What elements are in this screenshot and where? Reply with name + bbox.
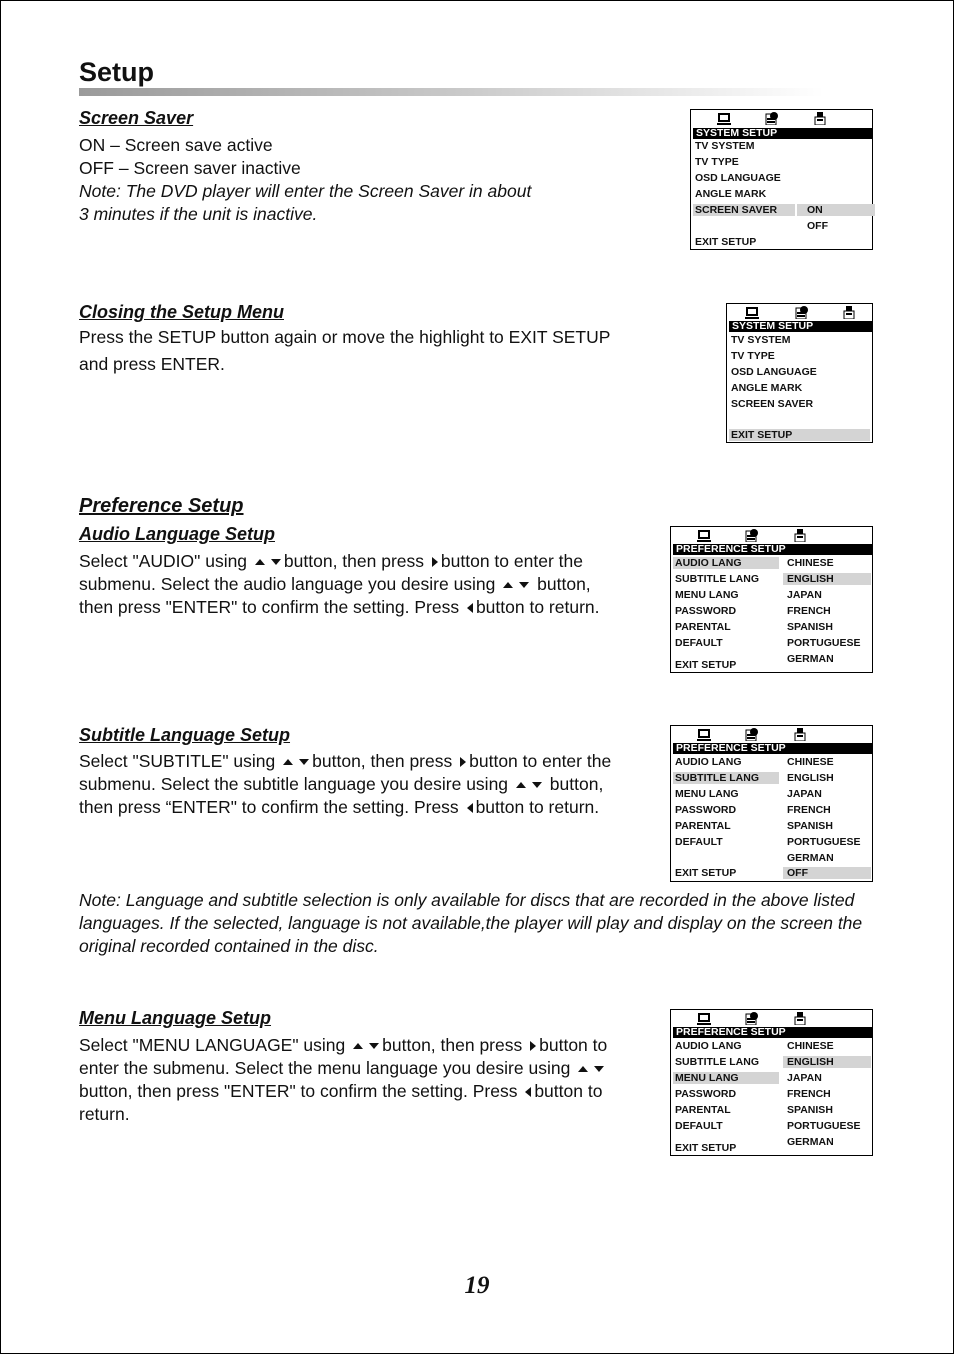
osd-option: GERMAN — [787, 852, 834, 864]
right-arrow-icon — [432, 557, 438, 567]
osd-exit: EXIT SETUP — [675, 867, 737, 879]
screen-saver-on-line: ON – Screen save active — [79, 135, 273, 155]
osd-item: TV TYPE — [731, 350, 775, 362]
subtitle-t1c: button to enter the — [469, 751, 612, 771]
osd-preference-menu — [670, 1009, 873, 1156]
osd-preference-audio — [670, 526, 873, 673]
audio-t3a: then press "ENTER" to confirm the setting. Press — [79, 597, 460, 617]
down-arrow-icon — [519, 582, 529, 588]
osd-option: PORTUGUESE — [787, 836, 861, 848]
up-arrow-icon — [255, 559, 265, 565]
menu-t1c: button to — [539, 1035, 608, 1055]
speaker-icon — [843, 306, 857, 319]
osd-option: GERMAN — [787, 1136, 834, 1148]
osd-option-selected: ENGLISH — [783, 1056, 871, 1068]
osd-option: FRENCH — [787, 605, 831, 617]
osd-item: MENU LANG — [675, 589, 739, 601]
document-disc-icon — [745, 728, 759, 741]
osd-option-selected: ON — [797, 204, 875, 216]
osd-option: FRENCH — [787, 1088, 831, 1100]
document-disc-icon — [745, 1012, 759, 1025]
speaker-icon — [794, 728, 808, 741]
osd-item-selected: MENU LANG — [673, 1072, 779, 1084]
up-arrow-icon — [516, 782, 526, 788]
title-gradient-bar — [79, 88, 824, 96]
osd-option: SPANISH — [787, 1104, 833, 1116]
osd-header: PREFERENCE SETUP — [673, 1027, 872, 1038]
osd-item: OSD LANGUAGE — [695, 172, 781, 184]
document-disc-icon — [745, 529, 759, 542]
osd-item-selected: SCREEN SAVER — [693, 204, 795, 216]
menu-language-text — [79, 1034, 607, 1126]
page-number: 19 — [464, 1272, 490, 1299]
audio-heading: Audio Language Setup — [79, 524, 275, 544]
subtitle-heading: Subtitle Language Setup — [79, 725, 291, 745]
tv-icon — [697, 529, 711, 542]
osd-item: SCREEN SAVER — [731, 398, 814, 410]
osd-item: DEFAULT — [675, 836, 723, 848]
menu-t3a: button, then press "ENTER" to confirm the setting. Press — [79, 1081, 518, 1101]
osd-option: CHINESE — [787, 756, 834, 768]
osd-item-selected: AUDIO LANG — [673, 557, 779, 569]
osd-item: PASSWORD — [675, 804, 737, 816]
osd-option: CHINESE — [787, 557, 834, 569]
osd-item: DEFAULT — [675, 637, 723, 649]
audio-t1b: button, then press — [283, 551, 425, 571]
osd-item: PARENTAL — [675, 1104, 731, 1116]
osd-exit: EXIT SETUP — [675, 659, 737, 671]
subtitle-t3b: button to return. — [475, 797, 600, 817]
document-disc-icon — [765, 112, 779, 125]
osd-item: TV TYPE — [695, 156, 739, 168]
osd-option: FRENCH — [787, 804, 831, 816]
preference-heading: Preference Setup — [79, 495, 244, 517]
subtitle-t3a: then press “ENTER" to confirm the setting. Press — [79, 797, 459, 817]
audio-t3b: button to return. — [475, 597, 600, 617]
speaker-icon — [794, 529, 808, 542]
osd-item: PASSWORD — [675, 1088, 737, 1100]
osd-option: PORTUGUESE — [787, 637, 861, 649]
menu-t1b: button, then press — [382, 1035, 523, 1055]
right-arrow-icon — [530, 1041, 536, 1051]
osd-option: SPANISH — [787, 621, 833, 633]
osd-item: AUDIO LANG — [675, 1040, 742, 1052]
osd-option: GERMAN — [787, 653, 834, 665]
osd-option: JAPAN — [787, 788, 822, 800]
osd-item-selected: SUBTITLE LANG — [673, 772, 779, 784]
tv-icon — [697, 1012, 711, 1025]
osd-item: TV SYSTEM — [731, 334, 791, 346]
audio-t1a: Select "AUDIO" using — [79, 551, 248, 571]
menu-language-heading: Menu Language Setup — [79, 1008, 272, 1028]
subtitle-text — [79, 750, 611, 819]
subtitle-t2a: submenu. Select the subtitle language you desire using — [79, 774, 509, 794]
down-arrow-icon — [594, 1066, 604, 1072]
osd-exit-selected: EXIT SETUP — [729, 429, 870, 441]
osd-item: ANGLE MARK — [731, 382, 803, 394]
speaker-icon — [794, 1012, 808, 1025]
osd-header: SYSTEM SETUP — [693, 128, 872, 139]
page-title: Setup — [79, 57, 155, 87]
osd-exit: EXIT SETUP — [695, 236, 757, 248]
osd-item: AUDIO LANG — [675, 756, 742, 768]
osd-system-setup-screensaver — [690, 109, 873, 250]
osd-item: PARENTAL — [675, 621, 731, 633]
language-note — [79, 889, 909, 958]
left-arrow-icon — [467, 803, 473, 813]
osd-item: TV SYSTEM — [695, 140, 755, 152]
menu-t4: return. — [79, 1104, 130, 1124]
osd-item: PASSWORD — [675, 605, 737, 617]
menu-t1a: Select "MENU LANGUAGE" using — [79, 1035, 346, 1055]
audio-t2a: submenu. Select the audio language you desire using — [79, 574, 496, 594]
osd-system-setup-exit — [726, 303, 873, 443]
note-line3: original recorded contained in the disc. — [79, 936, 379, 956]
closing-line1: Press the SETUP button again or move the highlight to EXIT SETUP — [79, 327, 611, 347]
osd-item: MENU LANG — [675, 788, 739, 800]
osd-option: PORTUGUESE — [787, 1120, 861, 1132]
screen-saver-note-line2: 3 minutes if the unit is inactive. — [79, 204, 318, 224]
up-arrow-icon — [283, 759, 293, 765]
osd-item: OSD LANGUAGE — [731, 366, 817, 378]
osd-header: PREFERENCE SETUP — [673, 544, 872, 555]
osd-item: SUBTITLE LANG — [675, 1056, 759, 1068]
osd-item: PARENTAL — [675, 820, 731, 832]
subtitle-t1a: Select "SUBTITLE" using — [79, 751, 276, 771]
osd-item: DEFAULT — [675, 1120, 723, 1132]
osd-option: CHINESE — [787, 1040, 834, 1052]
osd-option-selected: OFF — [783, 867, 871, 879]
osd-header: SYSTEM SETUP — [729, 321, 872, 332]
tv-icon — [745, 306, 759, 319]
closing-text — [79, 324, 610, 378]
screen-saver-heading: Screen Saver — [79, 108, 194, 128]
screen-saver-off-line: OFF – Screen saver inactive — [79, 158, 301, 178]
osd-item: ANGLE MARK — [695, 188, 767, 200]
osd-option: JAPAN — [787, 1072, 822, 1084]
screen-saver-note-line1: Note: The DVD player will enter the Screen Saver in about — [79, 181, 532, 201]
down-arrow-icon — [271, 559, 281, 565]
osd-header: PREFERENCE SETUP — [673, 743, 872, 754]
osd-option: OFF — [807, 220, 828, 232]
osd-option-selected: ENGLISH — [783, 573, 871, 585]
menu-t2a: enter the submenu. Select the menu language you desire using — [79, 1058, 571, 1078]
up-arrow-icon — [503, 582, 513, 588]
audio-t1c: button to enter the — [440, 551, 583, 571]
audio-text — [79, 550, 600, 619]
osd-exit: EXIT SETUP — [675, 1142, 737, 1154]
osd-item: SUBTITLE LANG — [675, 573, 759, 585]
speaker-icon — [814, 112, 828, 125]
up-arrow-icon — [578, 1066, 588, 1072]
osd-option: SPANISH — [787, 820, 833, 832]
down-arrow-icon — [369, 1043, 379, 1049]
menu-t3b: button to — [534, 1081, 603, 1101]
subtitle-t2b: button, — [549, 774, 604, 794]
right-arrow-icon — [460, 757, 466, 767]
subtitle-t1b: button, then press — [312, 751, 453, 771]
note-line2: languages. If the selected, language is not available,the player will play and display on the screen the — [79, 913, 863, 933]
document-disc-icon — [795, 306, 809, 319]
note-line1: Note: Language and subtitle selection is only available for discs that are recorded in the above listed — [79, 890, 855, 910]
down-arrow-icon — [532, 782, 542, 788]
tv-icon — [717, 112, 731, 125]
tv-icon — [697, 728, 711, 741]
screen-saver-text — [79, 134, 531, 226]
closing-heading: Closing the Setup Menu — [79, 302, 284, 322]
up-arrow-icon — [353, 1043, 363, 1049]
osd-preference-subtitle — [670, 725, 873, 882]
osd-option: JAPAN — [787, 589, 822, 601]
left-arrow-icon — [467, 603, 473, 613]
audio-t2b: button, — [537, 574, 591, 594]
osd-option: ENGLISH — [787, 772, 834, 784]
left-arrow-icon — [525, 1087, 531, 1097]
closing-line2: and press ENTER. — [79, 354, 225, 374]
down-arrow-icon — [299, 759, 309, 765]
